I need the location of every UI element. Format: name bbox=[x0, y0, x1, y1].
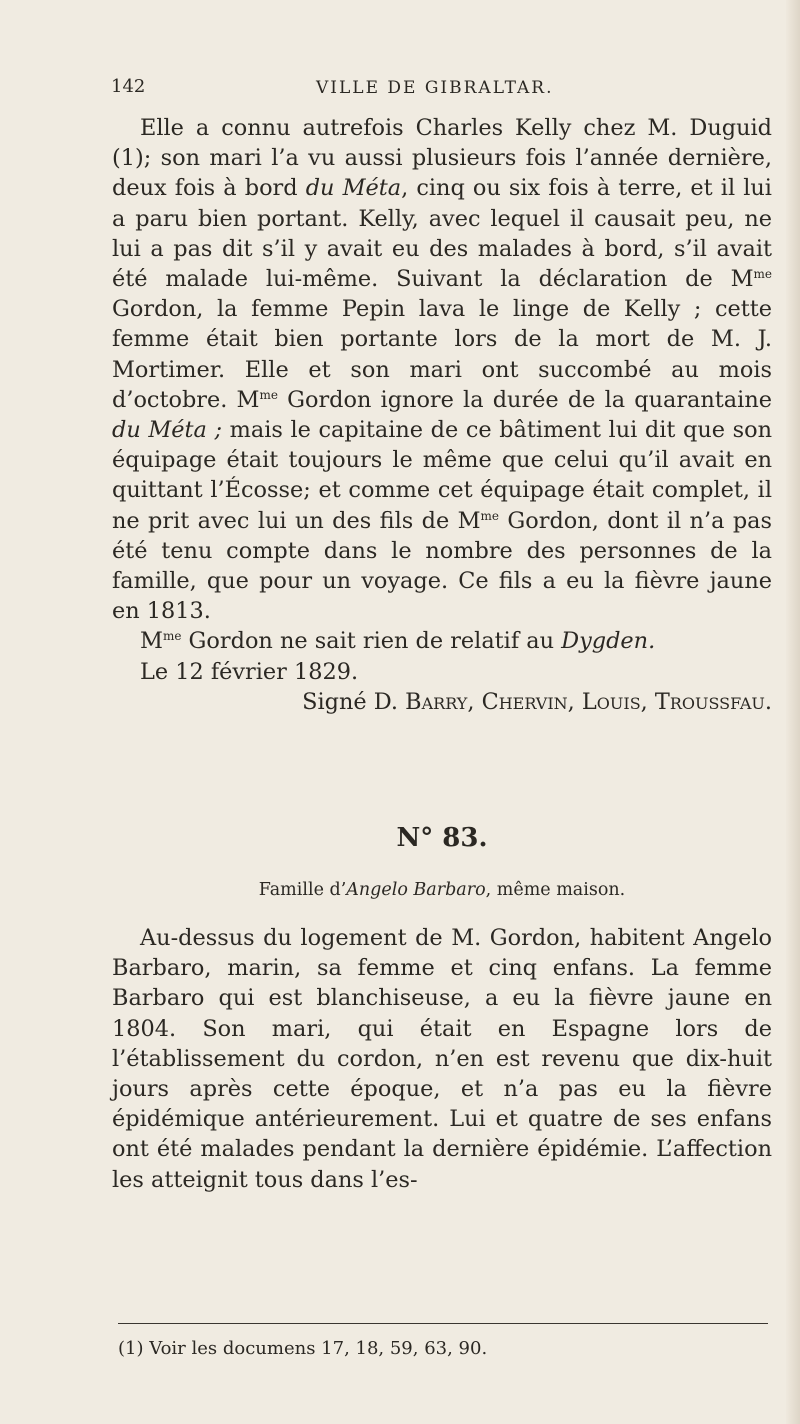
dateline: Le 12 février 1829. bbox=[140, 658, 359, 685]
footnote-rule bbox=[118, 1323, 768, 1324]
page-edge-shadow bbox=[786, 0, 800, 1424]
running-title: VILLE DE GIBRALTAR. bbox=[316, 78, 554, 98]
paragraph-dygden: $M^{me}$ Gordon ne sait rien de relatif au Dygden. bbox=[140, 628, 656, 655]
family-subheading: Famille d’Angelo Barbaro, même maison. bbox=[258, 880, 626, 900]
record-number-heading: N° 83. bbox=[396, 823, 488, 853]
page-number: 142 bbox=[111, 76, 146, 97]
barbaro-text bbox=[112, 923, 772, 1195]
paragraph-barbaro: Au-dessus du logement de M. Gordon, habitent Angelo Barbaro, marin, sa femme et cinq enfans. La femme Barbaro qui est blanchiseuse, a eu la fièvre jaune en 1804. Son mari, qui était en Espagne lors de l’établissement du cordon, n’en est revenu que dix-huit jours après cette époque, et n’a pas eu la fièvre épidémique antérieurement. Lui et quatre de ses enfans ont été malades pendant la dernière épidémie. L’affection les atteignit tous dans l’es- bbox=[112, 925, 772, 1193]
paragraph-kelly: Elle a connu autrefois Charles Kelly chez M. Duguid (1); son mari l’a vu aussi plusieurs fois l’année dernière, deux fois à bord du Méta, cinq ou six fois à terre, et il lui a paru bien portant. Kelly, avec lequel il causait peu, ne lui a pas dit s’il y avait eu des malades à bord, s’il avait été malade lui-même. Suivant la déclaration de $M^{me}$ Gordon, la femme Pepin lava le linge de Kelly ; cette femme était bien portante lors de la mort de M. J. Mortimer. Elle et son mari ont succombé au mois d’octobre. $M^{me}$ Gordon ignore la durée de la quarantaine du Méta ; mais le capitaine de ce bâtiment lui dit que son équipage était toujours le même que celui qu’il avait en quittant l’Écosse; et comme cet équipage était complet, il ne prit avec lui un des fils de $M^{me}$ Gordon, dont il n’a pas été tenu compte dans le nombre des personnes de la famille, que pour un voyage. Ce fils a eu la fièvre jaune en 1813. bbox=[112, 115, 772, 625]
running-head bbox=[111, 76, 751, 106]
footnote: (1) Voir les documens 17, 18, 59, 63, 90. bbox=[118, 1338, 488, 1359]
deposition-text bbox=[112, 113, 772, 717]
signatory-names: Barry, Chervin, Louis, Troussfau. bbox=[405, 688, 772, 715]
signature-line: Signé D. Barry, Chervin, Louis, Troussfau. bbox=[302, 688, 772, 715]
